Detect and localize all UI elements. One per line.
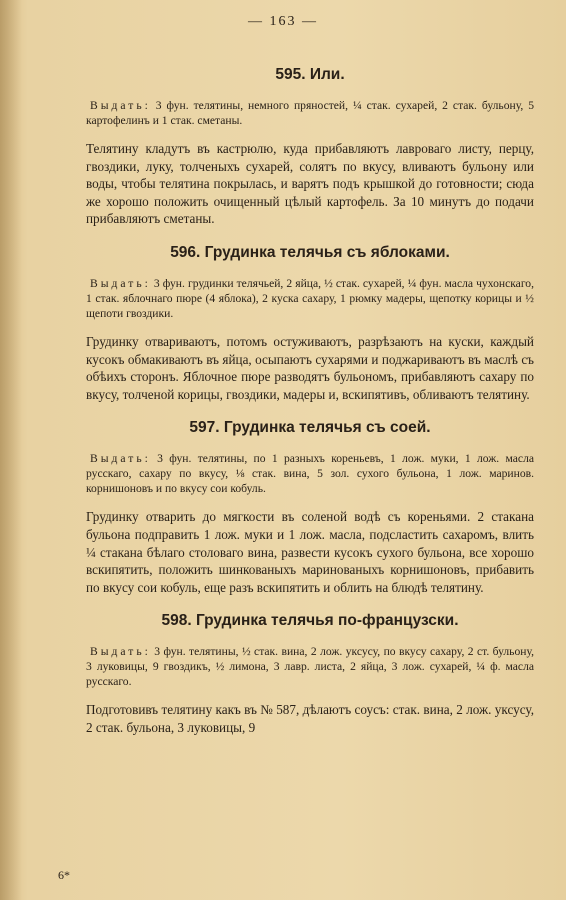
recipe-method: Грудинку отварить до мягкости въ соленой водѣ съ кореньями. 2 стакана бульона подправить 1 лож. муки и 1 лож. масла, подсластить сахаромъ, влить ¼ стакана бѣлаго столоваго вина, развести кусокъ сухого бульона, все хорошо вскипятить, положить шинкованыхъ маринованыхъ корнишоновъ, прибавить по вкусу сои кобуль, еще разъ вскипятить и облить на блюдѣ телятину. — [86, 509, 534, 595]
page-number: — 163 — — [248, 14, 318, 29]
recipe-595 — [86, 66, 534, 228]
signature-mark: 6* — [58, 868, 70, 882]
ingredients-label: Выдать: — [90, 645, 151, 659]
recipe-ingredients — [86, 644, 534, 689]
ingredients-text: 3 фун. телятины, ½ стак. вина, 2 лож. уксусу, по вкусу сахару, 2 ст. бульону, 3 луковицы, 9 гвоздикъ, ½ лимона, 3 лавр. листа, 2 яйца, 3 лож. сухарей, ¼ ф. масла русскаго. — [86, 645, 534, 689]
recipe-method: Подготовивъ телятину какъ въ № 587, дѣлаютъ соусъ: стак. вина, 2 лож. уксусу, 2 стак. бульона, 3 луковицы, 9 — [86, 702, 534, 735]
recipe-method: Грудинку отвариваютъ, потомъ остуживаютъ, разрѣзаютъ на куски, каждый кусокъ обмакиваютъ въ яйца, осыпаютъ сухарями и поджариваютъ въ маслѣ съ обѣихъ сторонъ. Яблочное пюре разводятъ бульономъ, прибавляютъ сахару по вкусу, толченой корицы, гвоздики, мадеры и, вскипятивъ, обливаютъ телятину. — [86, 333, 534, 402]
recipe-title: 597. Грудинка телячья съ соей. — [189, 419, 431, 437]
ingredients-text: 3 фун. телятины, по 1 разныхъ кореньевъ, 1 лож. муки, 1 лож. масла русскаго, сахару по вкусу, ⅛ стак. вина, 5 зол. сухого бульона, 1 лож. маринов. корнишоновъ и по вкусу сои кобуль. — [86, 452, 534, 496]
page-content — [86, 66, 534, 753]
recipe-title: 598. Грудинка телячья по-французски. — [161, 612, 459, 630]
ingredients-label: Выдать: — [90, 99, 151, 112]
recipe-ingredients — [86, 98, 534, 128]
recipe-method: Телятину кладутъ въ кастрюлю, куда прибавляютъ лавроваго листу, перцу, гвоздики, луку, толченыхъ сухарей, солятъ по вкусу, вливаютъ бульону или воды, чтобы телятина покрылась, и варятъ подъ крышкой до готовности; сюда же хорошо положить очищенный цѣлый картофель. За 10 минутъ до подачи прибавляютъ сметаны. — [86, 141, 534, 227]
recipe-ingredients — [86, 451, 534, 496]
recipe-ingredients — [86, 276, 534, 321]
recipe-title: 595. Или. — [275, 66, 345, 83]
ingredients-text: 3 фун. грудинки телячьей, 2 яйца, ½ стак. сухарей, ¼ фун. масла чухонскаго, 1 стак. яблочнаго пюре (4 яблока), 2 куска сахару, 1 рюмку мадеры, щепотку корицы и ½ щепоти гвоздики. — [86, 276, 534, 320]
ingredients-label: Выдать: — [90, 276, 151, 290]
recipe-598 — [86, 612, 534, 736]
recipe-596 — [86, 244, 534, 403]
binding-shadow — [0, 0, 22, 900]
recipe-title: 596. Грудинка телячья съ яблоками. — [170, 243, 450, 261]
recipe-597 — [86, 419, 534, 596]
ingredients-label: Выдать: — [90, 452, 151, 466]
ingredients-text: 3 фун. телятины, немного пряностей, ¼ стак. сухарей, 2 стак. бульону, 5 картофелинъ и 1 стак. сметаны. — [86, 99, 534, 127]
